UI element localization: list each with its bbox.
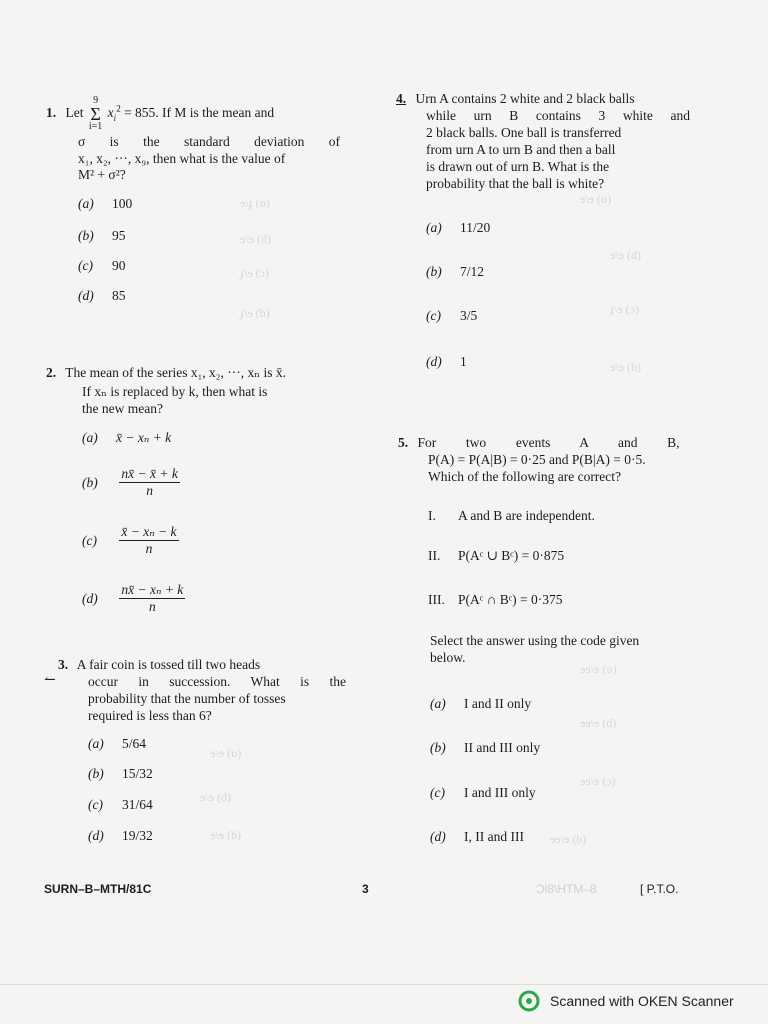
option-d[interactable]: (d) 85 xyxy=(78,288,126,303)
question-text: Urn A contains 2 white and 2 black balls xyxy=(415,91,635,106)
option-b[interactable]: (b) II and III only xyxy=(430,740,541,755)
question-text: probability that the number of tosses xyxy=(88,691,286,706)
oken-logo-icon xyxy=(518,990,540,1012)
question-text: x₁, x₂, ···, x₉, then what is the value of xyxy=(78,151,286,166)
question-text: σ is the standard deviation of xyxy=(78,134,340,149)
option-d[interactable]: (d) $\frac{\text{nx̄ − xₙ + k}}{n}$ xyxy=(82,582,184,614)
divider xyxy=(0,984,768,985)
option-a[interactable]: (a) I and II only xyxy=(430,696,532,711)
question-number: 3. xyxy=(58,657,69,672)
bleed-through-text: ɘɘ\ɘ (ɒ) xyxy=(580,662,617,676)
pto-label: [ P.T.O. xyxy=(640,882,679,896)
bleed-through-text: ɘ\ɟ (ɒ) xyxy=(240,196,270,210)
question-text: occur in succession. What is the xyxy=(88,674,346,689)
bleed-through-text: ϽƖ8\HTM–8 xyxy=(536,882,597,896)
question-5 xyxy=(398,434,690,451)
question-3 xyxy=(58,656,348,673)
bleed-through-text: ɘ\ɘ (d) xyxy=(240,232,271,246)
scanner-watermark xyxy=(518,990,734,1012)
question-text: Which of the following are correct? xyxy=(428,469,622,484)
question-text: is drawn out of urn B. What is the xyxy=(426,159,610,174)
option-a[interactable]: (a) 11/20 xyxy=(426,220,491,235)
statement-1: I. A and B are independent. xyxy=(428,508,595,523)
page-number: 3 xyxy=(362,882,369,896)
question-2 xyxy=(46,364,346,381)
bleed-through-text: ɘ\ɘ (b) xyxy=(210,828,241,842)
summation-symbol: 9 Σ i=1 xyxy=(88,95,103,132)
option-b[interactable]: (b) 15/32 xyxy=(88,766,153,781)
option-c[interactable]: (c) 90 xyxy=(78,258,126,273)
question-text: the new mean? xyxy=(82,401,163,416)
option-c[interactable]: (c) 31/64 xyxy=(88,797,153,812)
option-a[interactable]: (a) 100 xyxy=(78,196,133,211)
bleed-through-text: ɘɘ\ɘ (d) xyxy=(580,716,617,730)
question-text: The mean of the series x₁, x₂, ···, xₙ is x̄. xyxy=(65,365,286,380)
question-text: required is less than 6? xyxy=(88,708,212,723)
option-a[interactable]: (a) x̄ − xₙ + k xyxy=(82,430,172,445)
question-number: 4. xyxy=(396,91,407,106)
option-c[interactable]: (c) 3/5 xyxy=(426,308,478,323)
bleed-through-text: ɘɘ\ɘ (ɔ) xyxy=(580,774,616,788)
question-text: below. xyxy=(430,650,466,665)
question-number: 1. xyxy=(46,105,57,121)
question-text: probability that the ball is white? xyxy=(426,176,605,191)
option-b[interactable]: (b) $\frac{nx̄ - x̄ + k}{n}$ xyxy=(82,466,178,498)
statement-3: III. P(Aᶜ ∩ Bᶜ) = 0·375 xyxy=(428,592,563,607)
option-a[interactable]: (a) 5/64 xyxy=(88,736,147,751)
scanner-text: Scanned with OKEN Scanner xyxy=(550,993,734,1009)
option-d[interactable]: (d) I, II and III xyxy=(430,829,524,844)
bleed-through-text: ɟ\ɘ (ɔ) xyxy=(610,302,639,316)
paper-code: SURN–B–MTH/81C xyxy=(44,882,152,896)
question-text: M² + σ²? xyxy=(78,167,126,182)
bleed-through-text: ɟ\ɘ (b) xyxy=(240,306,270,320)
bleed-through-text: ɘ\ɘ (ɒ) xyxy=(210,746,242,760)
question-text: P(A) = P(A|B) = 0·25 and P(B|A) = 0·5. xyxy=(428,452,646,467)
question-1: 1. Let 9 Σ i=1 $x_i^2 = 855$. If M is the mean and xyxy=(46,95,275,132)
question-text: Select the answer using the code given xyxy=(430,633,640,648)
question-number: 5. xyxy=(398,435,409,450)
question-text: from urn A to urn B and then a ball xyxy=(426,142,616,157)
question-text: For two events A and B, xyxy=(417,435,680,450)
question-text: If xₙ is replaced by k, then what is xyxy=(82,384,268,399)
question-text: Let xyxy=(65,105,84,121)
question-text: = 855. If M is the mean and xyxy=(124,105,275,121)
bleed-through-text: ɟ\ɘ (ɔ) xyxy=(240,266,269,280)
option-c[interactable]: (c) I and III only xyxy=(430,785,536,800)
question-text: 2 black balls. One ball is transferred xyxy=(426,125,622,140)
bleed-through-text: ɘɘ\ɘ (b) xyxy=(550,832,587,846)
bleed-through-text: ɘ\ɘ (d) xyxy=(200,790,231,804)
option-d[interactable]: (d) 19/32 xyxy=(88,828,153,843)
margin-mark: ↼ xyxy=(44,673,56,688)
option-d[interactable]: (d) 1 xyxy=(426,354,467,369)
question-text: A fair coin is tossed till two heads xyxy=(76,657,261,672)
statement-2: II. P(Aᶜ ∪ Bᶜ) = 0·875 xyxy=(428,548,565,563)
question-4 xyxy=(396,90,696,107)
option-c[interactable]: (c) $\frac{\text{x̄ − xₙ − k}}{n}$ xyxy=(82,524,177,556)
bleed-through-text: ɘ\ɘ (d) xyxy=(610,248,641,262)
option-b[interactable]: (b) 95 xyxy=(78,228,126,243)
question-number: 2. xyxy=(46,365,57,380)
question-text: while urn B contains 3 white and xyxy=(426,108,690,123)
bleed-through-text: ɘ\ɘ (b) xyxy=(610,360,641,374)
bleed-through-text: ɘ\ɘ (ɒ) xyxy=(580,192,612,206)
option-b[interactable]: (b) 7/12 xyxy=(426,264,485,279)
